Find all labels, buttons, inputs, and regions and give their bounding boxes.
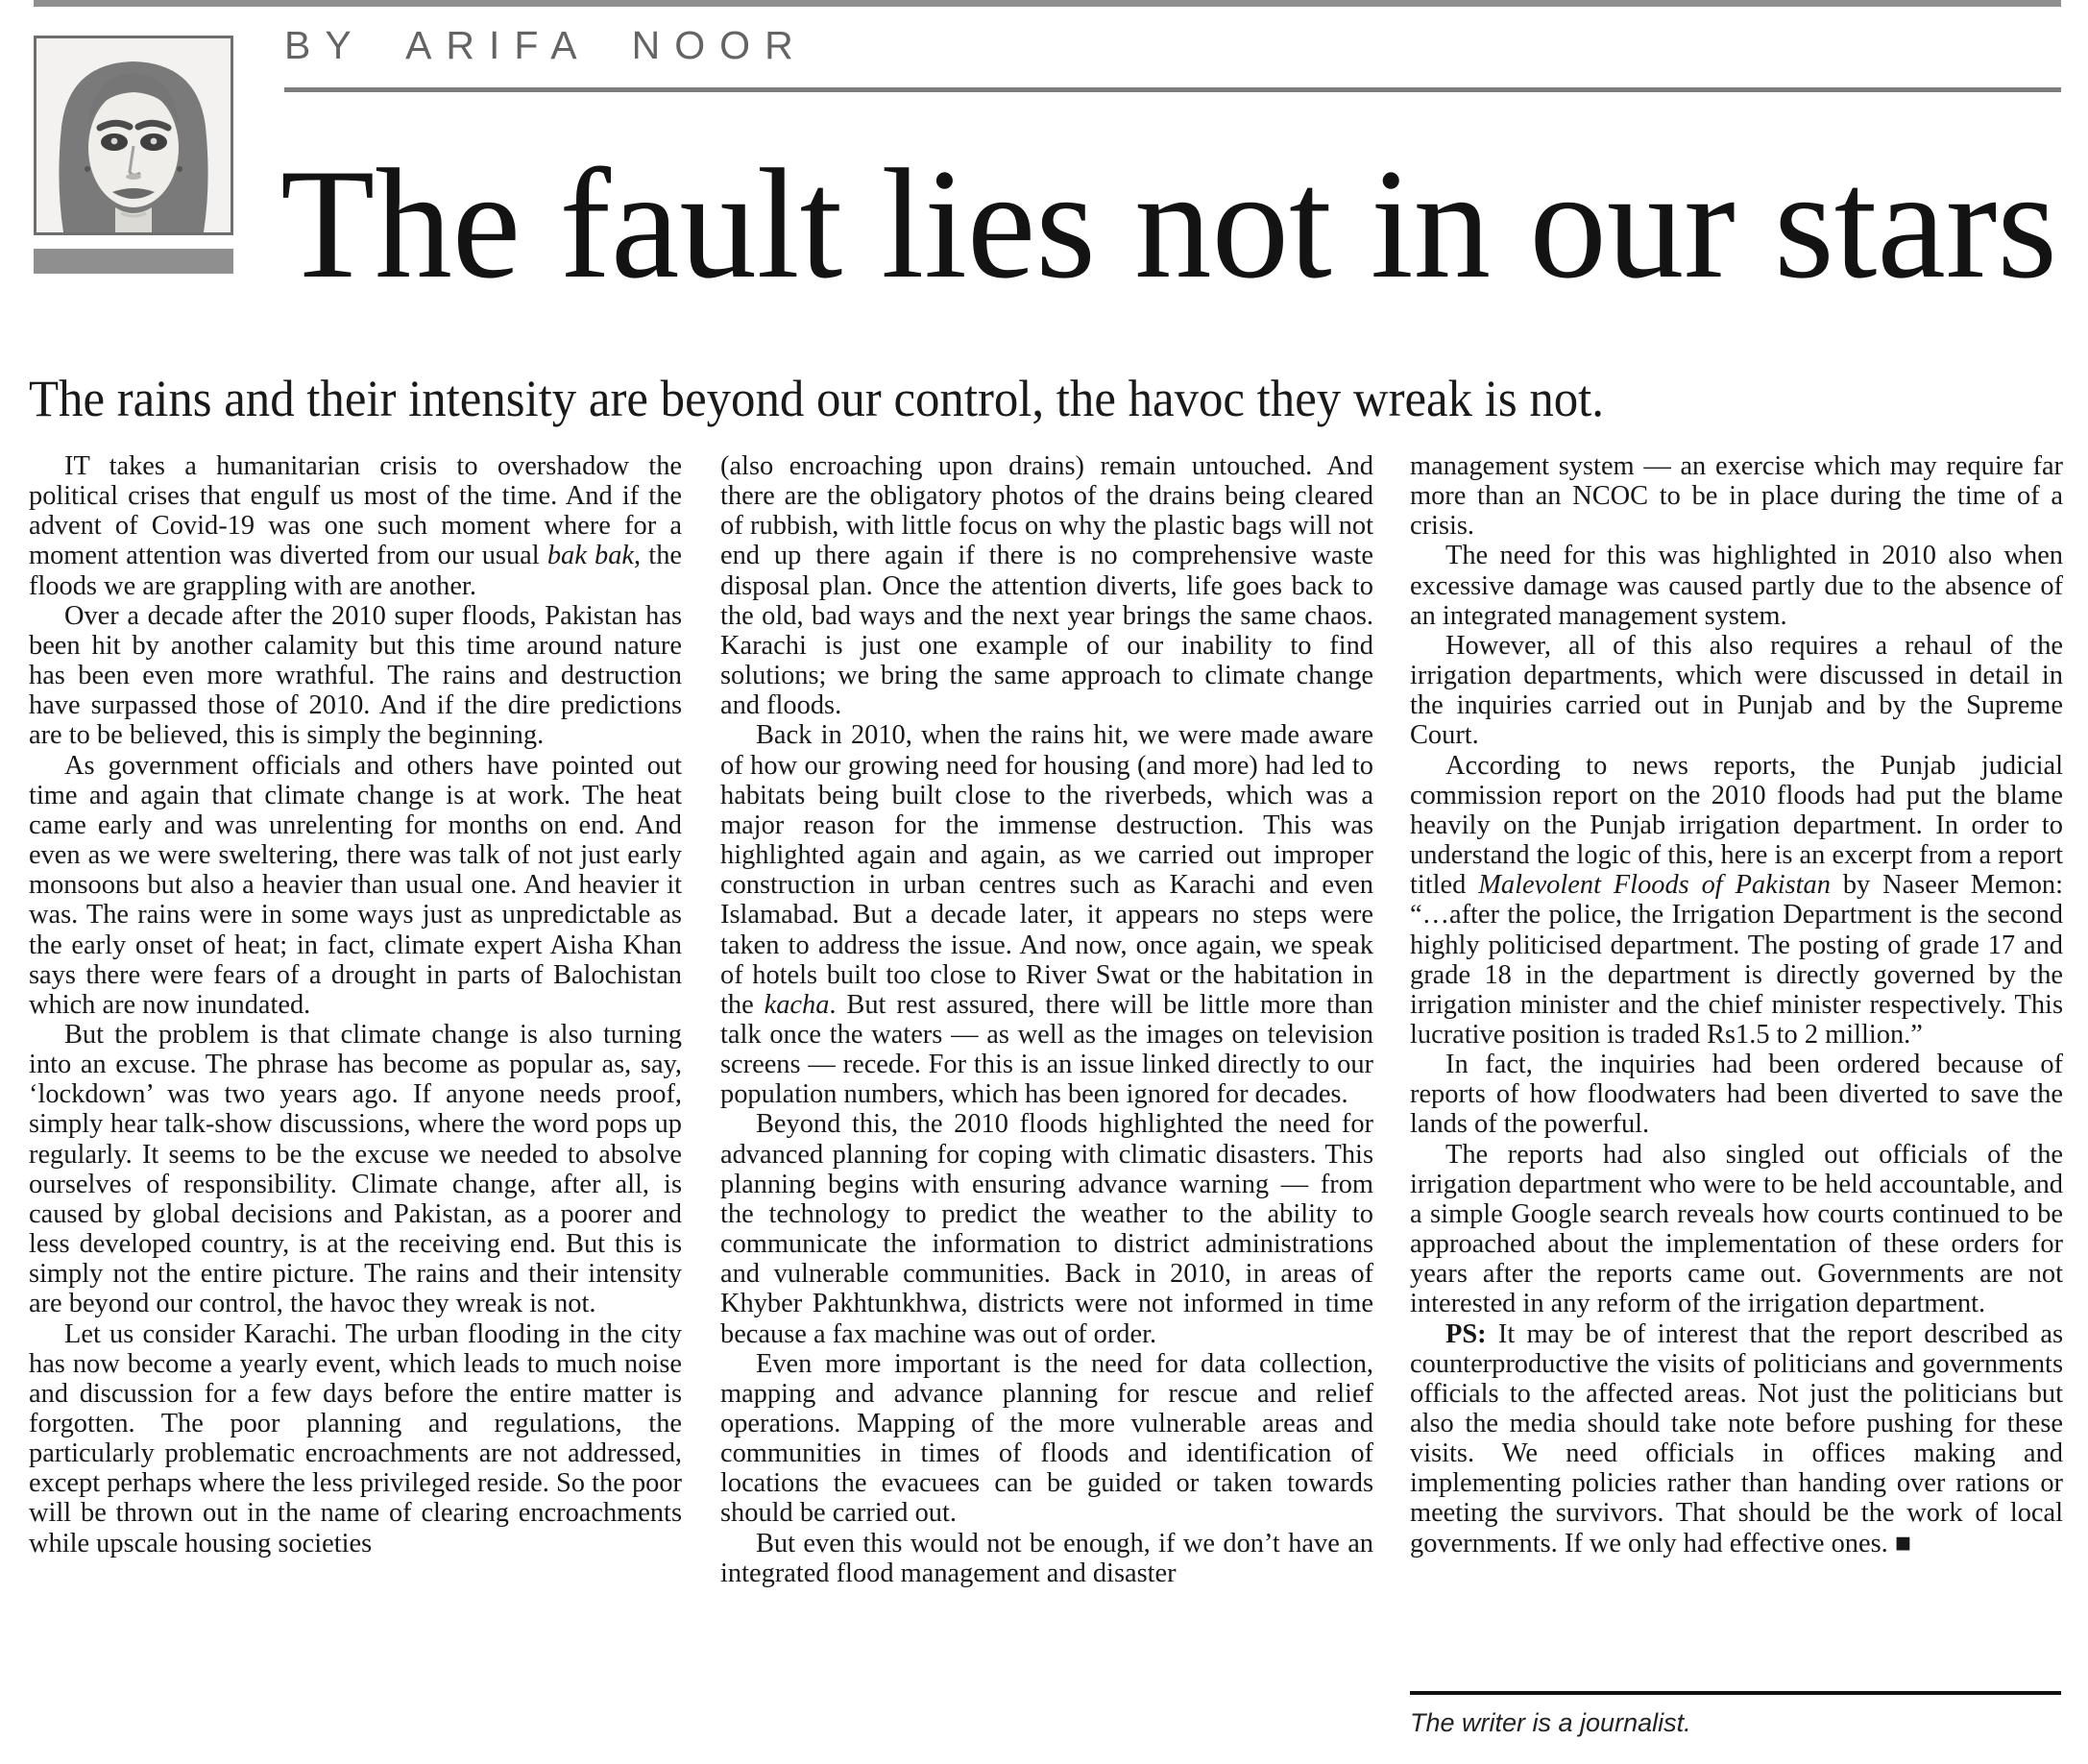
article-paragraph (720, 1349, 1373, 1529)
top-divider-bar (34, 0, 2061, 7)
footer-rule (1410, 1691, 2061, 1695)
paragraph-text: . But rest assured, there will be little more than talk once the waters — as well as the images on television screens — recede. For this is an issue linked directly to our population numbers, which has been ignored for decades. (720, 989, 1373, 1110)
paragraph-text: But the problem is that climate change is also turning into an excuse. The phrase has become as popular as, say, ‘lockdown’ was two years ago. If anyone needs proof, simply hear talk-show discussions, where the word pops up regularly. It seems to be the excuse we needed to absolve ourselves of responsibility. Climate change, after all, is caused by global decisions and Pakistan, as a poorer and less developed country, is at the receiving end. But this is simply not the entire picture. The rains and their intensity are beyond our control, the havoc they wreak is not. (29, 1019, 682, 1319)
article-paragraph (1410, 1050, 2063, 1139)
paragraph-text: Even more important is the need for data collection, mapping and advance planning for rescue and relief operations. Mapping of the more vulnerable areas and communities in times of floods and identification of locations the evacuees can be guided or taken towards should be carried out. (720, 1348, 1373, 1529)
subheading-graphic (25, 368, 1658, 437)
paragraph-text: Let us consider Karachi. The urban flooding in the city has now become a yearly event, which leads to much noise and discussion for a few days before the entire matter is forgotten. The poor planning and regulations, the particularly problematic encroachments are not addressed, except perhaps where the less privileged reside. So the poor will be thrown out in the name of clearing encroachments while upscale housing societies (29, 1318, 682, 1559)
paragraph-text: Back in 2010, when the rains hit, we were made aware of how our growing need for housing (and more) had led to habitats being built close to the riverbeds, which was a major reason for the immense destruction. This was highlighted again and again, as we carried out improper construction in urban centres such as Karachi and even Islamabad. But a decade later, it appears no steps were taken to address the issue. And now, once again, we speak of hotels built too close to River Swat or the habitation in the (720, 720, 1373, 1020)
author-photo (34, 36, 233, 235)
article-paragraph (720, 451, 1373, 720)
paragraph-text: , the floods we are grappling with are another. (29, 541, 682, 601)
article-paragraph (29, 601, 682, 751)
paragraph-text: In fact, the inquiries had been ordered because of reports of how floodwaters had been diverted to save the lands of the powerful. (1410, 1050, 2063, 1140)
byline: BY ARIFA NOOR (284, 23, 808, 67)
article-column-3 (1410, 451, 2063, 1559)
article-column-2 (720, 451, 1373, 1588)
paragraph-text: But even this would not be enough, if we don’t have an integrated flood management and disaster (720, 1528, 1373, 1588)
article-paragraph (720, 720, 1373, 1109)
article-paragraph (29, 451, 682, 601)
article-paragraph (1410, 451, 2063, 541)
paragraph-text: It may be of interest that the report described as counterproductive the visits of politicians and governments officials to the affected areas. Not just the politicians but also the media should take note before pushing for these visits. We need officials in offices making and implementing policies rather than handing over rations or meeting the survivors. That should be the work of local governments. If we only had effective ones. ■ (1410, 1318, 2063, 1559)
paragraph-text: The reports had also singled out officials of the irrigation department who were to be held accountable, and a simple Google search reveals how courts continued to be approached about the implementation of these orders for years after the reports came out. Governments are not interested in any reform of the irrigation department. (1410, 1139, 2063, 1319)
byline-rule (284, 87, 2061, 92)
article-paragraph (720, 1109, 1373, 1348)
article-column-1 (29, 451, 682, 1559)
author-portrait-icon (36, 38, 231, 232)
paragraph-text: Beyond this, the 2010 floods highlighted the need for advanced planning for coping with climatic disasters. This planning begins with ensuring advance warning — from the technology to predict the weather to the ability to communicate the information to district administrations and vulnerable communities. Back in 2010, in areas of Khyber Pakhtunkhwa, districts were not informed in time because a fax machine was out of order. (720, 1109, 1373, 1349)
paragraph-text: The need for this was highlighted in 2010 also when excessive damage was caused partly due to the absence of an integrated management system. (1410, 541, 2063, 631)
paragraph-text: bak bak (546, 541, 635, 571)
subheading: The rains and their intensity are beyond our control, the havoc they wreak is not. (29, 370, 1604, 427)
photo-caption-bar (34, 249, 233, 274)
article-paragraph (1410, 1319, 2063, 1559)
article-paragraph (1410, 541, 2063, 630)
article-paragraph (29, 751, 682, 1020)
paragraph-text: PS: (1445, 1318, 1487, 1349)
page-title: The fault lies not in our stars (280, 137, 2057, 290)
paragraph-text: kacha (764, 989, 830, 1020)
paragraph-text: According to news reports, the Punjab judicial commission report on the 2010 floods had put the blame heavily on the Punjab irrigation department. In order to understand the logic of this, here is an excerpt from a report titled (1410, 750, 2063, 901)
headline-graphic (280, 117, 2067, 290)
paragraph-text: Malevolent Floods of Pakistan (1478, 870, 1831, 901)
article-paragraph (720, 1529, 1373, 1588)
paragraph-text: by Naseer Memon: “…after the police, the Irrigation Department is the second highly politicised department. The posting of grade 17 and grade 18 in the department is directly governed by the irrigation minister and the chief minister respectively. This lucrative position is traded Rs1.5 to 2 million.” (1410, 870, 2064, 1050)
paragraph-text: Over a decade after the 2010 super floods, Pakistan has been hit by another calamity but this time around nature has been even more wrathful. The rains and destruction have surpassed those of 2010. And if the dire predictions are to be believed, this is simply the beginning. (29, 600, 682, 751)
paragraph-text: IT takes a humanitarian crisis to overshadow the political crises that engulf us most of the time. And if the advent of Covid-19 was one such moment where for a moment attention was diverted from our usual (29, 451, 682, 571)
paragraph-text: However, all of this also requires a rehaul of the irrigation departments, which were discussed in detail in the inquiries carried out in Punjab and by the Supreme Court. (1410, 630, 2063, 751)
article-paragraph (1410, 631, 2063, 751)
author-footnote: The writer is a journalist. (1410, 1708, 1691, 1737)
article-paragraph (29, 1020, 682, 1319)
article-paragraph (29, 1319, 682, 1559)
article-paragraph (1410, 1140, 2063, 1319)
article-paragraph (1410, 751, 2063, 1051)
paragraph-text: (also encroaching upon drains) remain untouched. And there are the obligatory photos of the drains being cleared of rubbish, with little focus on why the plastic bags will not end up there again if there is no comprehensive waste disposal plan. Once the attention diverts, life goes back to the old, bad ways and the next year brings the same chaos. Karachi is just one example of our inability to find solutions; we bring the same approach to climate change and floods. (720, 451, 1373, 721)
paragraph-text: management system — an exercise which may require far more than an NCOC to be in place during the time of a crisis. (1410, 451, 2063, 542)
paragraph-text: As government officials and others have pointed out time and again that climate change is at work. The heat came early and was unrelenting for months on end. And even as we were sweltering, there was talk of not just early monsoons but also a heavier than usual one. And heavier it was. The rains were in some ways just as unpredictable as the early onset of heat; in fact, climate expert Aisha Khan says there were fears of a drought in parts of Balochistan which are now inundated. (29, 750, 682, 1020)
